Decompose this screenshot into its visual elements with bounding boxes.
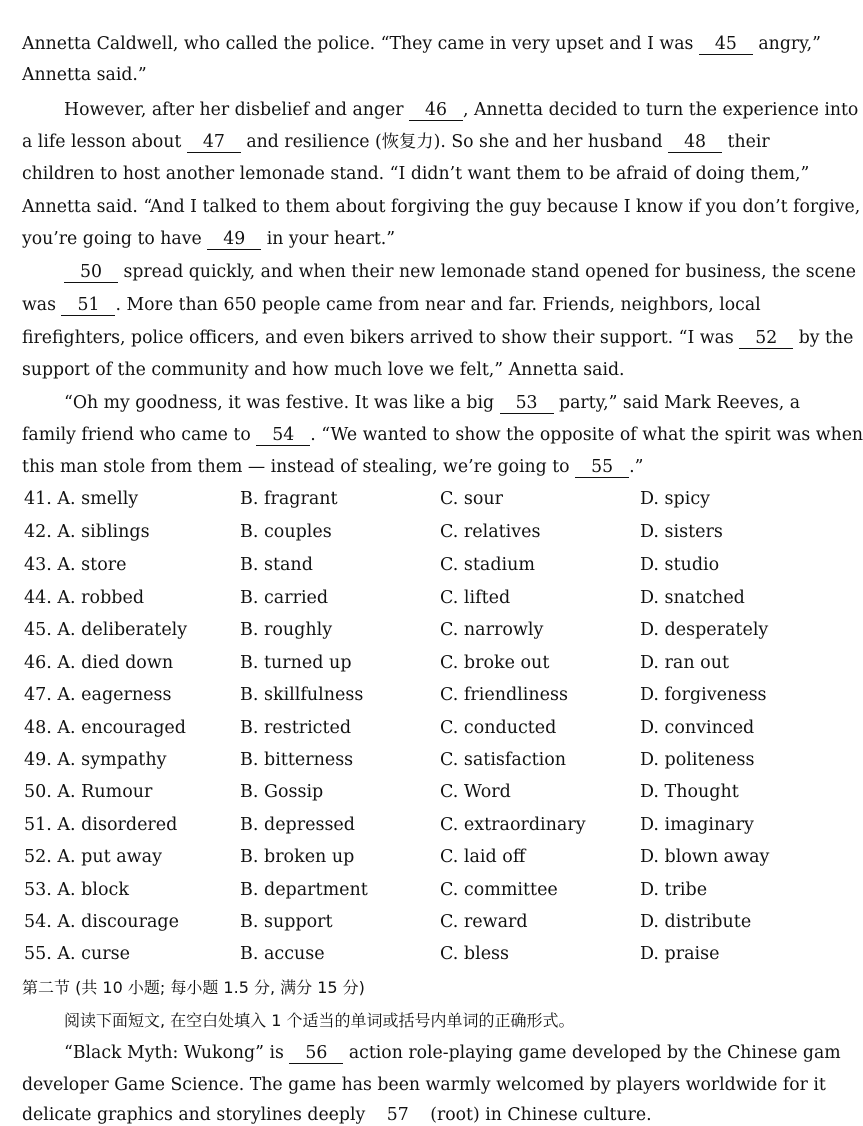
answer-blank: 49 — [207, 229, 261, 250]
text-segment: (root) in Chinese culture. — [424, 1105, 652, 1125]
option-a[interactable]: 55. A. curse — [24, 944, 130, 964]
text-segment: firefighters, police officers, and even bikers arrived to show their support. “I was — [22, 328, 740, 348]
passage-line — [22, 294, 800, 316]
option-c[interactable]: C. Word — [440, 782, 511, 802]
question-46-options — [24, 653, 800, 683]
option-b[interactable]: B. support — [240, 912, 333, 932]
option-a[interactable]: 51. A. disordered — [24, 815, 178, 835]
passage-line — [22, 228, 800, 250]
answer-blank: 50 — [64, 262, 118, 283]
text-segment: a life lesson about — [22, 132, 187, 152]
answer-blank: 48 — [668, 132, 722, 153]
option-b[interactable]: B. broken up — [240, 847, 355, 867]
option-c[interactable]: C. conducted — [440, 718, 557, 738]
text-segment: party,” said Mark Reeves, a — [553, 393, 801, 413]
option-b[interactable]: B. department — [240, 880, 368, 900]
option-c[interactable]: C. laid off — [440, 847, 526, 867]
option-b[interactable]: B. roughly — [240, 620, 333, 640]
option-b[interactable]: B. restricted — [240, 718, 352, 738]
option-d[interactable]: D. distribute — [640, 912, 752, 932]
question-48-options — [24, 718, 800, 748]
option-c[interactable]: C. friendliness — [440, 685, 568, 705]
question-41-options — [24, 489, 800, 519]
option-d[interactable]: D. sisters — [640, 522, 723, 542]
option-d[interactable]: D. forgiveness — [640, 685, 767, 705]
text-segment: delicate graphics and storylines deeply — [22, 1105, 371, 1125]
question-42-options — [24, 522, 800, 552]
passage-line: support of the community and how much love we felt,” Annetta said. — [22, 360, 625, 380]
passage-line — [64, 392, 800, 414]
option-d[interactable]: D. desperately — [640, 620, 769, 640]
option-d[interactable]: D. ran out — [640, 653, 730, 673]
passage-line: children to host another lemonade stand. “I didn’t want them to be afraid of doing them,” — [22, 164, 810, 184]
option-c[interactable]: C. stadium — [440, 555, 536, 575]
answer-blank: 56 — [289, 1043, 343, 1064]
passage-line — [64, 99, 859, 121]
text-segment: , Annetta decided to turn the experience into — [462, 100, 859, 120]
text-segment: by the — [793, 328, 854, 348]
answer-blank: 53 — [500, 393, 554, 414]
option-d[interactable]: D. praise — [640, 944, 720, 964]
text-segment: “Oh my goodness, it was festive. It was like a big — [64, 393, 500, 413]
option-c[interactable]: C. narrowly — [440, 620, 544, 640]
option-d[interactable]: D. imaginary — [640, 815, 754, 835]
passage-line — [22, 327, 854, 349]
text-segment: However, after her disbelief and anger — [64, 100, 409, 120]
answer-blank: 45 — [699, 34, 753, 55]
option-b[interactable]: B. bitterness — [240, 750, 354, 770]
option-c[interactable]: C. broke out — [440, 653, 550, 673]
text-segment: Annetta Caldwell, who called the police. “They came in very upset and I was — [22, 34, 699, 54]
text-segment: family friend who came to — [22, 425, 257, 445]
answer-blank: 57 — [386, 1105, 409, 1125]
text-segment: and resilience (恢复力). So she and her husband — [240, 132, 669, 152]
option-d[interactable]: D. convinced — [640, 718, 755, 738]
passage-line — [64, 1042, 841, 1064]
option-b[interactable]: B. stand — [240, 555, 313, 575]
option-a[interactable]: 54. A. discourage — [24, 912, 179, 932]
question-55-options — [24, 944, 800, 974]
option-c[interactable]: C. extraordinary — [440, 815, 586, 835]
text-segment: spread quickly, and when their new lemonade stand opened for business, the scene — [118, 262, 856, 282]
option-c[interactable]: C. reward — [440, 912, 528, 932]
passage-line — [22, 33, 821, 55]
option-b[interactable]: B. skillfulness — [240, 685, 364, 705]
answer-blank: 46 — [409, 100, 463, 121]
option-b[interactable]: B. Gossip — [240, 782, 324, 802]
option-a[interactable]: 50. A. Rumour — [24, 782, 153, 802]
option-b[interactable]: B. fragrant — [240, 489, 338, 509]
option-b[interactable]: B. accuse — [240, 944, 325, 964]
option-c[interactable]: C. committee — [440, 880, 558, 900]
question-52-options — [24, 847, 800, 877]
option-c[interactable]: C. lifted — [440, 588, 511, 608]
option-d[interactable]: D. tribe — [640, 880, 708, 900]
answer-blank: 47 — [187, 132, 241, 153]
option-b[interactable]: B. depressed — [240, 815, 355, 835]
answer-blank: 54 — [256, 425, 310, 446]
text-segment: . “We wanted to show the opposite of what the spirit was when — [310, 425, 863, 445]
text-segment: was — [22, 295, 62, 315]
option-c[interactable]: C. bless — [440, 944, 510, 964]
text-segment: action role-playing game developed by the Chinese gam — [343, 1043, 841, 1063]
option-c[interactable]: C. relatives — [440, 522, 541, 542]
text-segment: .” — [629, 457, 644, 477]
passage-line — [22, 131, 800, 153]
option-a[interactable]: 41. A. smelly — [24, 489, 139, 509]
question-45-options — [24, 620, 800, 650]
question-54-options — [24, 912, 800, 942]
option-d[interactable]: D. studio — [640, 555, 720, 575]
option-d[interactable]: D. politeness — [640, 750, 755, 770]
section-heading: 第二节 (共 10 小题; 每小题 1.5 分, 满分 15 分) — [22, 978, 365, 997]
question-50-options — [24, 782, 800, 812]
option-b[interactable]: B. carried — [240, 588, 329, 608]
passage-line: developer Game Science. The game has been warmly welcomed by players worldwide for it — [22, 1075, 826, 1095]
question-47-options — [24, 685, 800, 715]
passage-line: Annetta said.” — [22, 65, 147, 85]
passage-line: Annetta said. “And I talked to them about forgiving the guy because I know if you don’t forgive, — [22, 197, 861, 217]
text-segment: in your heart.” — [261, 229, 396, 249]
answer-blank: 51 — [61, 295, 115, 316]
question-49-options — [24, 750, 800, 780]
option-d[interactable]: D. Thought — [640, 782, 739, 802]
text-segment: “Black Myth: Wukong” is — [64, 1043, 290, 1063]
option-a[interactable]: 47. A. eagerness — [24, 685, 172, 705]
text-segment: their — [722, 132, 770, 152]
passage-line — [22, 424, 863, 446]
option-d[interactable]: D. snatched — [640, 588, 745, 608]
option-d[interactable]: D. spicy — [640, 489, 710, 509]
option-a[interactable]: 49. A. sympathy — [24, 750, 167, 770]
section-instruction: 阅读下面短文, 在空白处填入 1 个适当的单词或括号内单词的正确形式。 — [64, 1011, 575, 1030]
question-51-options — [24, 815, 800, 845]
option-a[interactable]: 44. A. robbed — [24, 588, 145, 608]
option-b[interactable]: B. turned up — [240, 653, 352, 673]
text-segment: angry,” — [752, 34, 821, 54]
answer-blank: 55 — [575, 457, 629, 478]
option-c[interactable]: C. sour — [440, 489, 504, 509]
text-segment: . More than 650 people came from near and far. Friends, neighbors, local — [115, 295, 761, 315]
option-b[interactable]: B. couples — [240, 522, 332, 542]
text-segment: you’re going to have — [22, 229, 208, 249]
option-a[interactable]: 43. A. store — [24, 555, 127, 575]
option-a[interactable]: 52. A. put away — [24, 847, 162, 867]
option-a[interactable]: 46. A. died down — [24, 653, 174, 673]
option-a[interactable]: 45. A. deliberately — [24, 620, 188, 640]
passage-line — [64, 261, 856, 283]
option-a[interactable]: 48. A. encouraged — [24, 718, 186, 738]
option-c[interactable]: C. satisfaction — [440, 750, 567, 770]
passage-line — [22, 456, 800, 478]
question-44-options — [24, 588, 800, 618]
question-53-options — [24, 880, 800, 910]
passage-line — [22, 1104, 800, 1126]
question-43-options — [24, 555, 800, 585]
text-segment: this man stole from them — instead of stealing, we’re going to — [22, 457, 576, 477]
option-d[interactable]: D. blown away — [640, 847, 770, 867]
answer-blank: 52 — [739, 328, 793, 349]
option-a[interactable]: 53. A. block — [24, 880, 129, 900]
option-a[interactable]: 42. A. siblings — [24, 522, 150, 542]
